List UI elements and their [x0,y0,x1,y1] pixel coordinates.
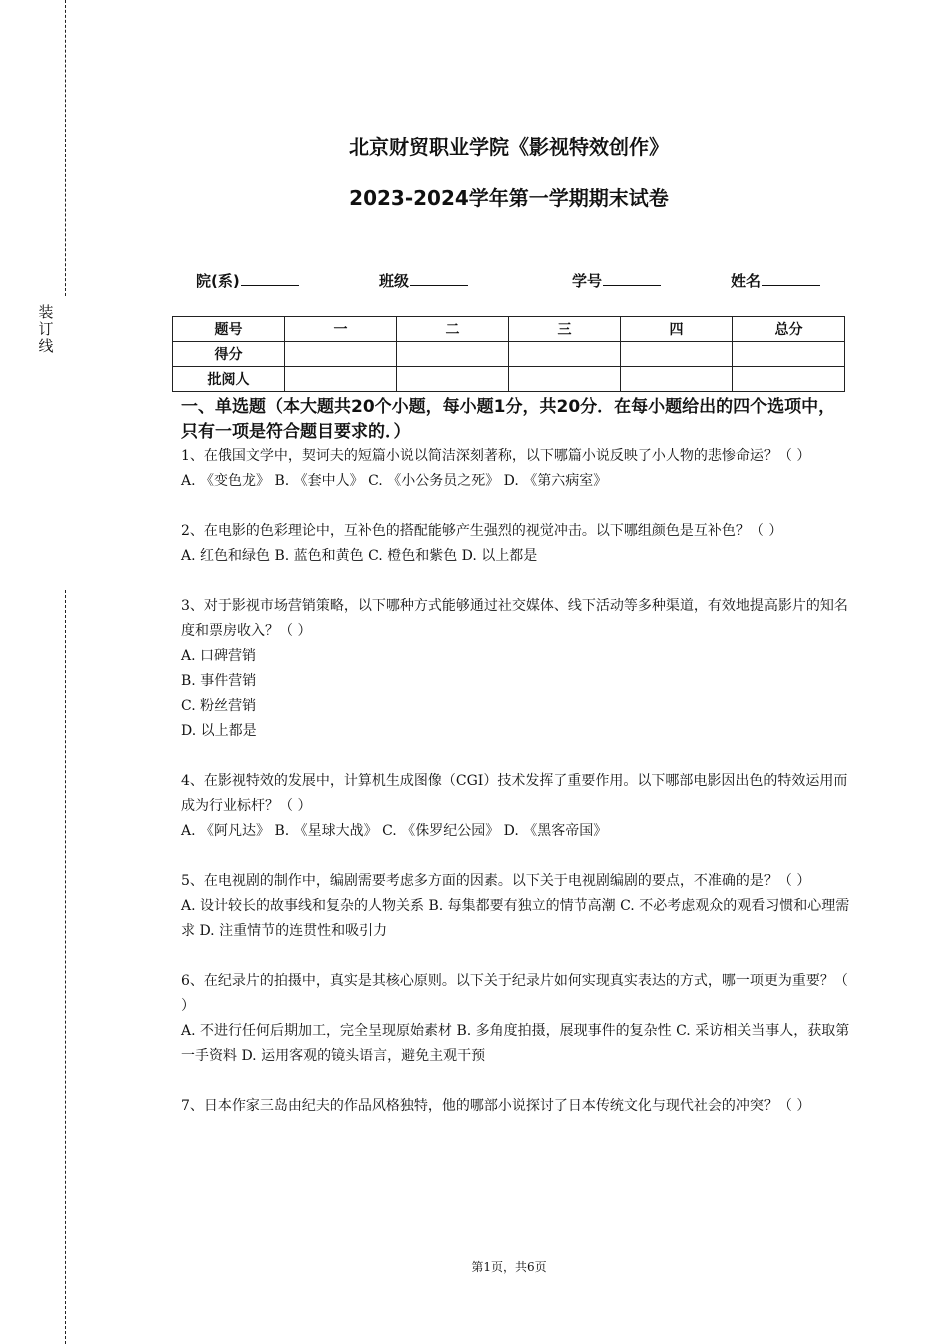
answer-option: A. 《变色龙》 B. 《套中人》 C. 《小公务员之死》 D. 《第六病室》 [181,473,608,489]
fill-blank[interactable] [410,271,468,286]
info-field-name: 姓名 [731,270,820,291]
question-stem: 7、日本作家三岛由纪夫的作品风格独特，他的哪部小说探讨了日本传统文化与现代社会的冲突？（ ） [181,1098,811,1114]
table-header-cell: 四 [621,317,733,342]
score-cell[interactable] [621,342,733,367]
grader-cell[interactable] [285,367,397,392]
question-item [181,444,851,494]
exam-title: 北京财贸职业学院《影视特效创作》 [349,135,669,159]
answer-option: B. 事件营销 [181,673,257,689]
question-item [181,869,851,944]
question-item [181,769,851,844]
binding-label: 装订线 [38,303,54,355]
section-heading: 一、单选题（本大题共20个小题，每小题1分，共20分．在每小题给出的四个选项中，只有一项是符合题目要求的．） [181,397,836,442]
info-field-student-id: 学号 [572,270,661,291]
binding-line [65,590,66,1344]
question-stem: 3、对于影视市场营销策略，以下哪种方式能够通过社交媒体、线下活动等多种渠道，有效地提高影片的知名度和票房收入？（ ） [181,598,848,639]
question-stem: 6、在纪录片的拍摄中，真实是其核心原则。以下关于纪录片如何实现真实表达的方式，哪一项更为重要？（ ） [181,973,848,1014]
question-stem: 1、在俄国文学中，契诃夫的短篇小说以简洁深刻著称，以下哪篇小说反映了小人物的悲惨命运？（ ） [181,448,811,464]
score-table [172,316,845,392]
grader-cell[interactable] [509,367,621,392]
grader-cell[interactable] [397,367,509,392]
answer-option: D. 以上都是 [181,723,257,739]
question-item [181,1094,851,1119]
score-cell[interactable] [285,342,397,367]
answer-option: A. 口碑营销 [181,648,257,664]
answer-option: A. 不进行任何后期加工，完全呈现原始素材 B. 多角度拍摄，展现事件的复杂性 C. 采访相关当事人，获取第一手资料 D. 运用客观的镜头语言，避免主观干预 [181,1023,850,1064]
question-stem: 4、在影视特效的发展中，计算机生成图像（CGI）技术发挥了重要作用。以下哪部电影因出色的特效运用而成为行业标杆？（ ） [181,773,848,814]
answer-option: A. 红色和绿色 B. 蓝色和黄色 C. 橙色和紫色 D. 以上都是 [181,548,538,564]
grader-cell[interactable] [621,367,733,392]
score-table-header-row [173,317,845,342]
info-field-department: 院(系) [196,270,299,291]
score-row [173,342,845,367]
score-cell[interactable] [733,342,845,367]
row-label: 批阅人 [173,367,285,392]
grader-row [173,367,845,392]
answer-option: A. 《阿凡达》 B. 《星球大战》 C. 《侏罗纪公园》 D. 《黑客帝国》 [181,823,608,839]
question-stem: 2、在电影的色彩理论中，互补色的搭配能够产生强烈的视觉冲击。以下哪组颜色是互补色？（ ） [181,523,783,539]
question-item [181,519,851,569]
exam-subtitle: 2023-2024学年第一学期期末试卷 [349,186,669,210]
fill-blank[interactable] [762,271,820,286]
grader-cell[interactable] [733,367,845,392]
table-header-cell: 题号 [173,317,285,342]
score-cell[interactable] [397,342,509,367]
question-item [181,969,851,1069]
answer-option: C. 粉丝营销 [181,698,257,714]
table-header-cell: 一 [285,317,397,342]
row-label: 得分 [173,342,285,367]
score-cell[interactable] [509,342,621,367]
page-footer: 第1页，共6页 [471,1260,547,1274]
table-header-cell: 三 [509,317,621,342]
table-header-cell: 二 [397,317,509,342]
table-header-cell: 总分 [733,317,845,342]
question-list [181,444,851,1144]
answer-option: A. 设计较长的故事线和复杂的人物关系 B. 每集都要有独立的情节高潮 C. 不必考虑观众的观看习惯和心理需求 D. 注重情节的连贯性和吸引力 [181,898,850,939]
question-item [181,594,851,744]
info-field-class: 班级 [379,270,468,291]
fill-blank[interactable] [241,271,299,286]
fill-blank[interactable] [603,271,661,286]
question-stem: 5、在电视剧的制作中，编剧需要考虑多方面的因素。以下关于电视剧编剧的要点，不准确的是？（ ） [181,873,811,889]
